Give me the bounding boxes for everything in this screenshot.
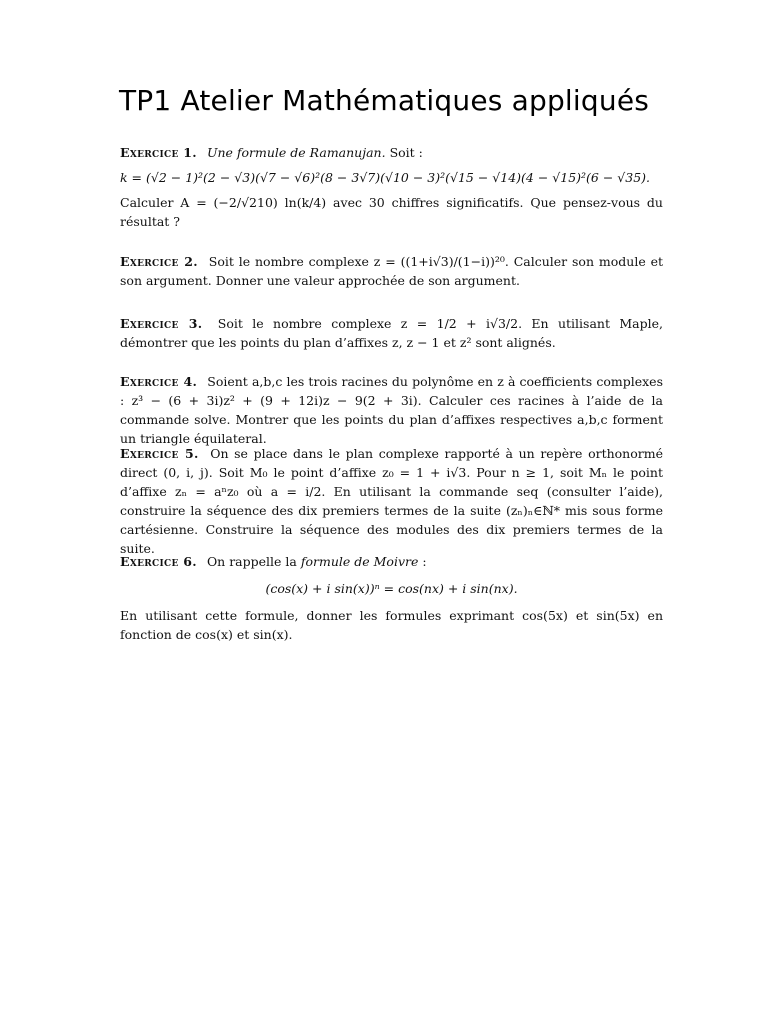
exercise-4 [120,372,663,448]
exercise-1-intro: Soit : [389,145,423,160]
document-title: TP1 Atelier Mathématiques appliqués [118,84,650,117]
exercise-6-text: En utilisant cette formule, donner les formules exprimant cos(5x) et sin(5x) en fonction de cos(x) et sin(x). [120,608,663,642]
exercise-5-heading: Exercice 5. [120,446,199,461]
exercise-6 [120,552,663,644]
exercise-5 [120,444,663,558]
exercise-1-text: Calculer A = (−2/√210) ln(k/4) avec 30 chiffres significatifs. Que pensez-vous du résultat ? [120,195,663,229]
exercise-6-intro-end: : [422,554,427,569]
exercise-6-heading: Exercice 6. [120,554,197,569]
exercise-1-formula: k = (√2 − 1)²(2 − √3)(√7 − √6)²(8 − 3√7)(√10 − 3)²(√15 − √14)(4 − √15)²(6 − √35). [120,170,651,185]
exercise-1-heading: Exercice 1. [120,145,197,160]
exercise-2-text: Soit le nombre complexe z = ((1+i√3)/(1−i))²⁰. Calculer son module et son argument. Donner une valeur approchée de son argument. [120,254,664,288]
exercise-1 [120,143,663,231]
exercise-6-subtitle: formule de Moivre [300,554,419,569]
exercise-2-heading: Exercice 2. [120,254,198,269]
exercise-4-heading: Exercice 4. [120,374,198,389]
exercise-1-subtitle: Une formule de Ramanujan. [206,145,386,160]
exercise-3 [120,314,663,352]
exercise-2 [120,252,663,290]
exercise-3-text: Soit le nombre complexe z = 1/2 + i√3/2. En utilisant Maple, démontrer que les points du plan d’affixes z, z − 1 et z² sont alignés. [120,316,663,350]
exercise-3-heading: Exercice 3. [120,316,203,331]
exercise-5-text: On se place dans le plan complexe rapporté à un repère orthonormé direct (0, i, j). Soit M₀ le point d’affixe z₀ = 1 + i√3. Pour n ≥ 1, soit Mₙ le point d’affixe zₙ = aⁿz₀ où a = i/2. En utilisant la commande seq (consulter l’aide), construire la séquence des dix premiers termes de la suite (zₙ)ₙ∈ℕ* mis sous forme cartésienne. Construire la séquence des modules des dix premiers termes de la suite. [120,446,663,556]
exercise-4-text: Soient a,b,c les trois racines du polynôme en z à coefficients complexes : z³ − (6 + 3i)z² + (9 + 12i)z − 9(2 + 3i). Calculer ces racines à l’aide de la commande solve. Montrer que les points du plan d’affixes respectives a,b,c forment un triangle équilateral. [120,374,663,446]
exercise-6-intro: On rappelle la [206,554,297,569]
exercise-6-formula: (cos(x) + i sin(x))ⁿ = cos(nx) + i sin(nx). [265,581,518,596]
